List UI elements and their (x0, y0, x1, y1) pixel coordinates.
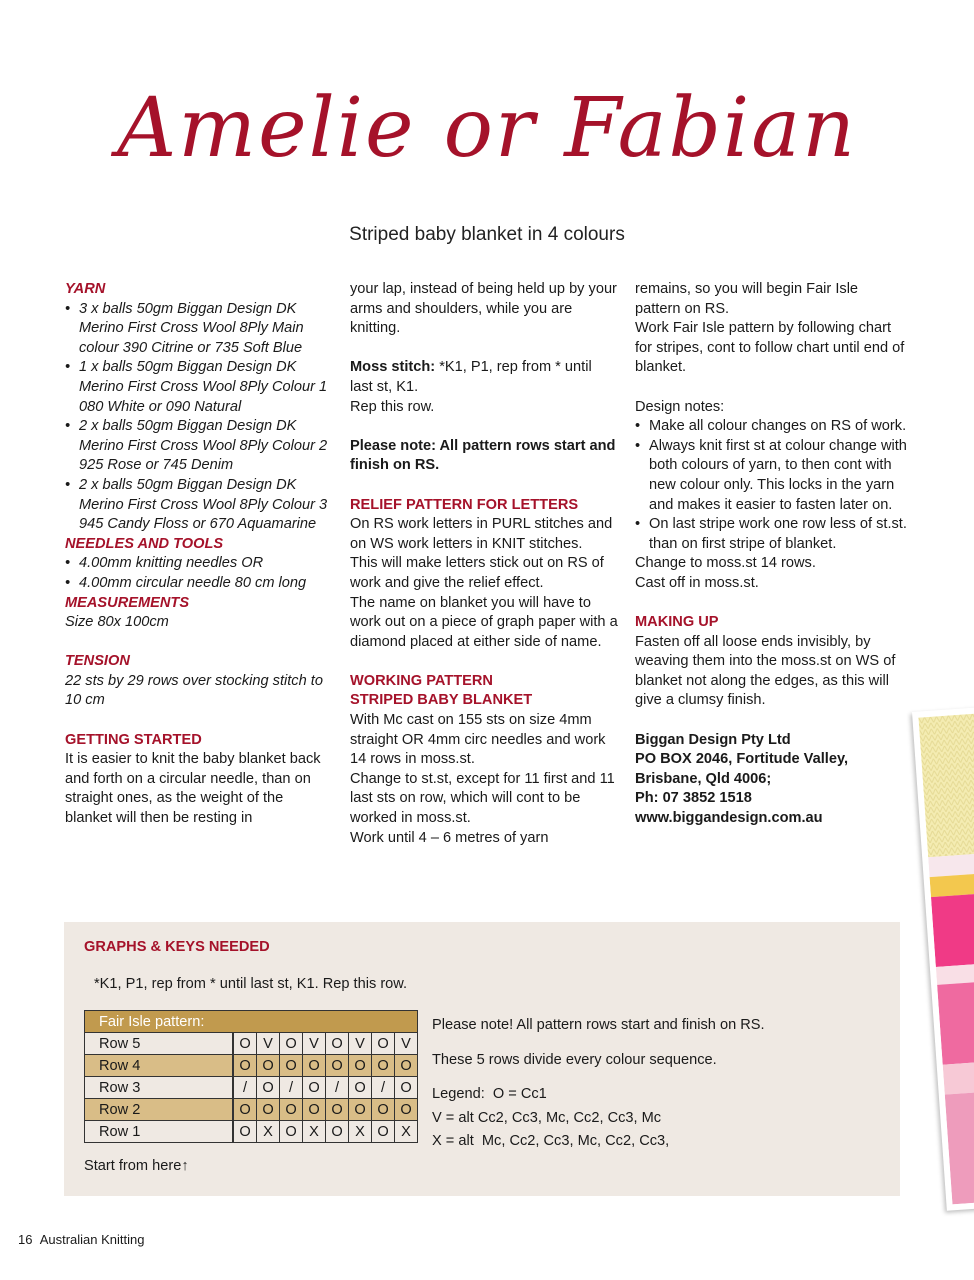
working-text-3: Work until 4 – 6 metres of yarn (350, 829, 549, 846)
table-cell: O (326, 1033, 349, 1055)
table-row (85, 1099, 418, 1121)
magazine-name: Australian Knitting (39, 1232, 145, 1247)
change-text: Change to moss.st 14 rows. (635, 555, 816, 572)
needles-list (65, 554, 330, 593)
list-item: • 1 x balls 50gm Biggan Design DK Merino First Cross Wool 8Ply Colour 1 080 White or 090 Natural (65, 358, 330, 417)
measurements-heading: MEASUREMENTS (65, 594, 190, 611)
column-1 (65, 280, 330, 829)
table-cell: O (234, 1099, 257, 1121)
legend-line-3: X = alt Mc, Cc2, Cc3, Mc, Cc2, Cc3, (432, 1133, 670, 1149)
getting-started-text: It is easier to knit the baby blanket back and forth on a circular needle, than on straight ones, as the weight of the blanket will then be resting in (65, 751, 321, 827)
table-header-row (85, 1011, 418, 1033)
list-item: • 3 x balls 50gm Biggan Design DK Merino First Cross Wool 8Ply Main colour 390 Citrine or 735 Soft Blue (65, 300, 330, 359)
table-cell: O (280, 1055, 303, 1077)
list-item: • Make all colour changes on RS of work. (635, 417, 907, 437)
measurements-text: Size 80x 100cm (65, 614, 169, 631)
moss-stitch-text: *K1, P1, rep from * until last st, K1. (350, 359, 592, 395)
table-cell: / (372, 1077, 395, 1099)
please-note: Please note: All pattern rows start and finish on RS. (350, 437, 616, 474)
working-text-2: Change to st.st, except for 11 first and 11 last sts on row, which will cont to be worked in moss.st. (350, 770, 615, 827)
row-label: Row 1 (85, 1121, 233, 1143)
column-2 (350, 280, 618, 848)
table-cell: O (257, 1099, 280, 1121)
table-cell: O (326, 1099, 349, 1121)
tension-text: 22 sts by 29 rows over stocking stitch to 10 cm (65, 672, 323, 709)
page-number: 16 (18, 1232, 33, 1247)
table-cell: V (349, 1033, 372, 1055)
row-label: Row 3 (85, 1077, 233, 1099)
moss-stitch-note: *K1, P1, rep from * until last st, K1. Rep this row. (94, 976, 408, 992)
cast-off-text: Cast off in moss.st. (635, 574, 759, 591)
continued-text: remains, so you will begin Fair Isle pattern on RS. (635, 281, 859, 317)
graphs-heading: GRAPHS & KEYS NEEDED (84, 939, 270, 955)
yarn-heading: YARN (65, 281, 106, 297)
working-heading-2: STRIPED BABY BLANKET (350, 692, 533, 709)
moss-stitch-repeat: Rep this row. (350, 398, 435, 415)
fair-isle-text: Work Fair Isle pattern by following chart for stripes, cont to follow chart until end of blanket. (635, 320, 905, 376)
start-label: Start from here (84, 1158, 182, 1174)
table-cell: O (257, 1077, 280, 1099)
table-cell: O (395, 1055, 418, 1077)
needles-heading: NEEDLES AND TOOLS (65, 535, 224, 552)
table-cell: X (349, 1121, 372, 1143)
working-heading-1: WORKING PATTERN (350, 672, 493, 689)
table-cell: O (257, 1055, 280, 1077)
fair-isle-table (84, 1010, 418, 1143)
making-up-heading: MAKING UP (635, 614, 719, 631)
table-cell: O (349, 1055, 372, 1077)
table-cell: O (280, 1033, 303, 1055)
yarn-list (65, 300, 330, 535)
table-row (85, 1055, 418, 1077)
table-cell: V (395, 1033, 418, 1055)
table-cell: O (280, 1121, 303, 1143)
table-row (85, 1033, 418, 1055)
table-cell: V (303, 1033, 326, 1055)
table-cell: O (303, 1077, 326, 1099)
contact-address-2: Brisbane, Qld 4006; (635, 770, 772, 787)
tension-heading: TENSION (65, 653, 130, 670)
design-notes-list (635, 417, 907, 554)
blanket-photo (912, 706, 974, 1210)
row-label: Row 2 (85, 1099, 233, 1121)
table-cell: O (372, 1121, 395, 1143)
table-cell: O (234, 1033, 257, 1055)
table-cell: X (395, 1121, 418, 1143)
start-from-here (84, 1158, 189, 1174)
table-cell: / (280, 1077, 303, 1099)
moss-stitch-label: Moss stitch: (350, 359, 436, 376)
table-cell: O (303, 1055, 326, 1077)
table-cell: V (257, 1033, 280, 1055)
note-rows-rs: Please note! All pattern rows start and finish on RS. (432, 1017, 765, 1033)
table-cell: O (303, 1099, 326, 1121)
table-cell: O (372, 1099, 395, 1121)
table-row (85, 1121, 418, 1143)
page-title: Amelie or Fabian (117, 81, 857, 176)
table-cell: O (326, 1055, 349, 1077)
table-header: Fair Isle pattern: (85, 1011, 418, 1033)
contact-website[interactable]: www.biggandesign.com.au (635, 810, 823, 827)
list-item: • 2 x balls 50gm Biggan Design DK Merino First Cross Wool 8Ply Colour 3 945 Candy Floss or 670 Aquamarine (65, 476, 330, 535)
relief-text-2: This will make letters stick out on RS of work and give the relief effect. (350, 555, 604, 591)
table-cell: / (234, 1077, 257, 1099)
legend-notes (432, 1014, 765, 1154)
continued-text: your lap, instead of being held up by your arms and shoulders, while you are knitting. (350, 281, 617, 337)
design-notes-heading: Design notes: (635, 398, 725, 415)
table-cell: O (349, 1099, 372, 1121)
table-cell: O (234, 1121, 257, 1143)
table-cell: O (395, 1099, 418, 1121)
contact-address-1: PO BOX 2046, Fortitude Valley, (635, 751, 849, 768)
contact-phone: Ph: 07 3852 1518 (635, 790, 752, 807)
relief-text-3: The name on blanket you will have to work out on a piece of graph paper with a diamond placed at either side of name. (350, 594, 618, 650)
table-cell: O (372, 1033, 395, 1055)
page-footer (18, 1232, 144, 1247)
column-3 (635, 280, 907, 829)
table-cell: O (349, 1077, 372, 1099)
table-cell: O (395, 1077, 418, 1099)
contact-company: Biggan Design Pty Ltd (635, 731, 791, 748)
table-row (85, 1077, 418, 1099)
row-label: Row 4 (85, 1055, 233, 1077)
table-cell: / (326, 1077, 349, 1099)
table-cell: O (280, 1099, 303, 1121)
arrow-up-icon: ↑ (181, 1158, 189, 1174)
table-cell: O (372, 1055, 395, 1077)
getting-started-heading: GETTING STARTED (65, 731, 202, 748)
table-cell: O (326, 1121, 349, 1143)
list-item: • 4.00mm circular needle 80 cm long (65, 574, 330, 594)
making-up-text: Fasten off all loose ends invisibly, by weaving them into the moss.st on WS of blanket not along the edges, as this will give a clumsy finish. (635, 633, 896, 709)
list-item: • Always knit first st at colour change with both colours of yarn, to then cont with new colour only. This locks in the yarn and makes it easier to fasten later on. (635, 437, 907, 515)
page-subtitle: Striped baby blanket in 4 colours (349, 224, 625, 245)
table-cell: X (303, 1121, 326, 1143)
legend-line-1: Legend: O = Cc1 (432, 1086, 547, 1102)
list-item: • 4.00mm knitting needles OR (65, 554, 330, 574)
note-colour-sequence: These 5 rows divide every colour sequence. (432, 1051, 717, 1068)
table-cell: O (234, 1055, 257, 1077)
knitted-blanket-image (918, 712, 974, 1204)
relief-text-1: On RS work letters in PURL stitches and on WS work letters in KNIT stitches. (350, 516, 613, 552)
graphs-panel (64, 922, 900, 1196)
working-text-1: With Mc cast on 155 sts on size 4mm straight OR 4mm circ needles and work 14 rows in moss.st. (350, 712, 606, 768)
list-item: • On last stripe work one row less of st.st. than on first stripe of blanket. (635, 515, 907, 554)
list-item: • 2 x balls 50gm Biggan Design DK Merino First Cross Wool 8Ply Colour 2 925 Rose or 745 Denim (65, 417, 330, 476)
table-cell: X (257, 1121, 280, 1143)
legend-line-2: V = alt Cc2, Cc3, Mc, Cc2, Cc3, Mc (432, 1109, 662, 1126)
moss-stitch-paragraph (350, 358, 618, 397)
row-label: Row 5 (85, 1033, 233, 1055)
relief-heading: RELIEF PATTERN FOR LETTERS (350, 496, 579, 513)
